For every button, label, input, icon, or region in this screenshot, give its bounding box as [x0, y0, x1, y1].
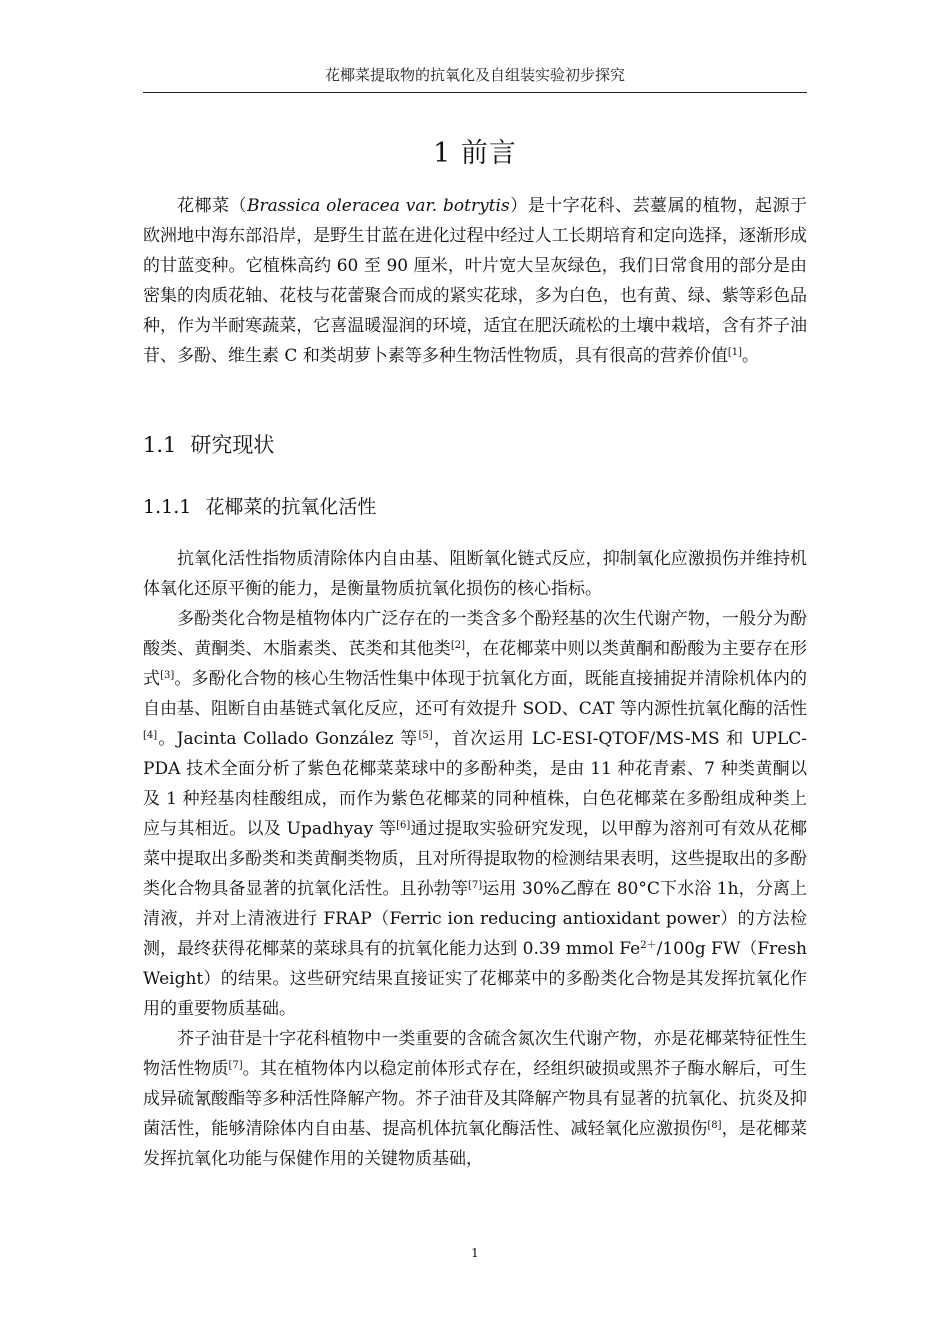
- latin-name: Brassica oleracea var. botrytis: [246, 196, 510, 216]
- citation-ref[interactable]: [3]: [160, 670, 175, 681]
- intro-paragraph: [143, 191, 807, 371]
- page-number: 1: [471, 1246, 479, 1260]
- citation-ref[interactable]: [7]: [468, 880, 483, 891]
- running-header: 花椰菜提取物的抗氧化及自组装实验初步探究: [324, 66, 625, 84]
- paragraph-polyphenols: [143, 604, 807, 1024]
- citation-ref[interactable]: [4]: [143, 730, 158, 741]
- subsection-heading: [143, 492, 376, 522]
- intro-text-1: 花椰菜（: [177, 196, 247, 216]
- paragraph-antioxidant-definition: [143, 544, 807, 604]
- paragraph-glucosinolates: [143, 1024, 807, 1174]
- citation-ref[interactable]: [2]: [450, 640, 465, 651]
- section-number: 1.1: [143, 433, 177, 457]
- intro-block: [143, 191, 807, 371]
- paragraph-text: /100g FW（Fresh Weight）的结果。这些研究结果直接证实了花椰菜中的多酚类化合物是其发挥抗氧化作用的重要物质基础。: [143, 939, 807, 1019]
- paragraph-text: ，首次运用 LC-ESI-QTOF/MS-MS 和 UPLC-PDA 技术全面分析了紫色花椰菜菜球中的多酚种类，是由 11 种花青素、7 种类黄酮以及 1 种羟基肉桂酸组成，而作为紫色花椰菜的同种植株，白色花椰菜在多酚组成种类上应与其相近。以及 Upadhyay 等: [143, 729, 808, 839]
- citation-ref[interactable]: [1]: [727, 347, 742, 358]
- paragraph-text: ，在花椰菜中则以类黄酮和酚酸为主要存在形式: [143, 639, 807, 689]
- citation-ref[interactable]: [8]: [707, 1120, 722, 1131]
- paragraph-text: 芥子油苷是十字花科植物中一类重要的含硫含氮次生代谢产物，亦是花椰菜特征性生物活性物质: [143, 1029, 807, 1079]
- citation-ref[interactable]: [5]: [418, 730, 433, 741]
- subsection-title: 花椰菜的抗氧化活性: [205, 496, 377, 518]
- paragraph-text: 抗氧化活性指物质清除体内自由基、阻断氧化链式反应，抑制氧化应激损伤并维持机体氧化还原平衡的能力，是衡量物质抗氧化损伤的核心指标。: [143, 549, 807, 599]
- paragraph-text: ，是花椰菜发挥抗氧化功能与保健作用的关键物质基础，: [143, 1119, 808, 1169]
- paragraph-text: 。其在植物体内以稳定前体形式存在，经组织破损或黑芥子酶水解后，可生成异硫氰酸酯等多种活性降解产物。芥子油苷及其降解产物具有显著的抗氧化、抗炎及抑菌活性，能够清除体内自由基、提高机体抗氧化酶活性、减轻氧化应激损伤: [143, 1059, 808, 1139]
- subsection-number: 1.1.1: [143, 496, 192, 518]
- main-text-block: [143, 544, 807, 1174]
- section-title: 研究现状: [190, 433, 275, 457]
- chapter-title: 1 前言: [433, 138, 517, 169]
- intro-text-2: ）是十字花科、芸薹属的植物，起源于欧洲地中海东部沿岸，是野生甘蓝在进化过程中经过人工长期培育和定向选择，逐渐形成的甘蓝变种。它植株高约 60 至 90 厘米，叶片宽大呈灰绿色，我们日常食用的部分是由密集的肉质花轴、花枝与花蕾聚合而成的紧实花球，多为白色，也有黄、绿、紫等彩色品种，作为半耐寒蔬菜，它喜温暖湿润的环境，适宜在肥沃疏松的土壤中栽培，含有芥子油苷、多酚、维生素 C 和类胡萝卜素等多种生物活性物质，具有很高的营养价值: [143, 196, 808, 366]
- intro-text-3: 。: [742, 346, 759, 366]
- paragraph-text: 。多酚化合物的核心生物活性集中体现于抗氧化方面，既能直接捕捉并清除机体内的自由基、阻断自由基链式氧化反应，还可有效提升 SOD、CAT 等内源性抗氧化酶的活性: [143, 669, 808, 719]
- citation-ref[interactable]: [7]: [228, 1060, 243, 1071]
- paragraph-text: 多酚类化合物是植物体内广泛存在的一类含多个酚羟基的次生代谢产物，一般分为酚酸类、黄酮类、木脂素类、芪类和其他类: [143, 609, 807, 659]
- citation-ref[interactable]: [6]: [396, 820, 411, 831]
- ion-charge-superscript: 2＋: [640, 940, 657, 951]
- section-heading: [143, 429, 274, 461]
- paragraph-text: 通过提取实验研究发现，以甲醇为溶剂可有效从花椰菜中提取出多酚类和类黄酮类物质，且对所得提取物的检测结果表明，这些提取出的多酚类化合物具备显著的抗氧化活性。且孙勃等: [143, 819, 807, 899]
- header-rule: [143, 92, 807, 93]
- paragraph-text: 。Jacinta Collado González 等: [157, 729, 419, 749]
- paragraph-text: 运用 30%乙醇在 80°C下水浴 1h，分离上清液，并对上清液进行 FRAP（Ferric ion reducing antioxidant power）的方法检测，最终获得花椰菜的菜球具有的抗氧化能力达到 0.39 mmol Fe: [143, 879, 807, 959]
